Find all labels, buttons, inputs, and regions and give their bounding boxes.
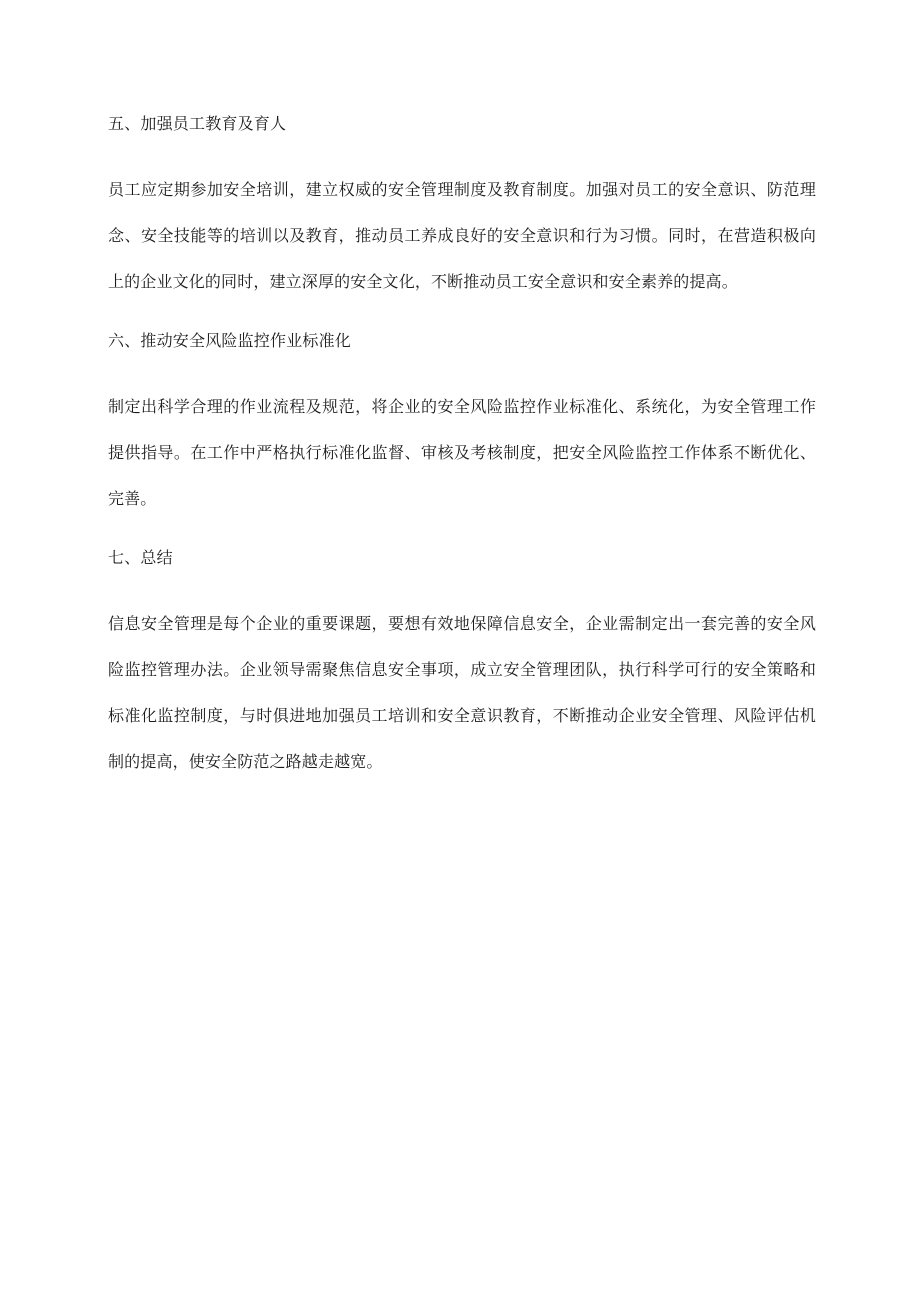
section-5 [108, 108, 816, 305]
section-paragraph: 信息安全管理是每个企业的重要课题，要想有效地保障信息安全，企业需制定出一套完善的安全风险监控管理办法。企业领导需聚焦信息安全事项，成立安全管理团队，执行科学可行的安全策略和标准化监控制度，与时俱进地加强员工培训和安全意识教育，不断推动企业安全管理、风险评估机制的提高，使安全防范之路越走越宽。 [108, 614, 816, 771]
section-7 [108, 542, 816, 785]
section-heading: 六、推动安全风险监控作业标准化 [108, 331, 352, 350]
section-heading: 五、加强员工教育及育人 [108, 114, 287, 133]
section-paragraph: 制定出科学合理的作业流程及规范，将企业的安全风险监控作业标准化、系统化，为安全管理工作提供指导。在工作中严格执行标准化监督、审核及考核制度，把安全风险监控工作体系不断优化、完善。 [108, 397, 816, 508]
section-paragraph: 员工应定期参加安全培训，建立权威的安全管理制度及教育制度。加强对员工的安全意识、防范理念、安全技能等的培训以及教育，推动员工养成良好的安全意识和行为习惯。同时，在营造积极向上的企业文化的同时，建立深厚的安全文化，不断推动员工安全意识和安全素养的提高。 [108, 180, 816, 291]
section-heading: 七、总结 [108, 548, 173, 567]
section-6 [108, 325, 816, 522]
document-body [108, 108, 816, 805]
